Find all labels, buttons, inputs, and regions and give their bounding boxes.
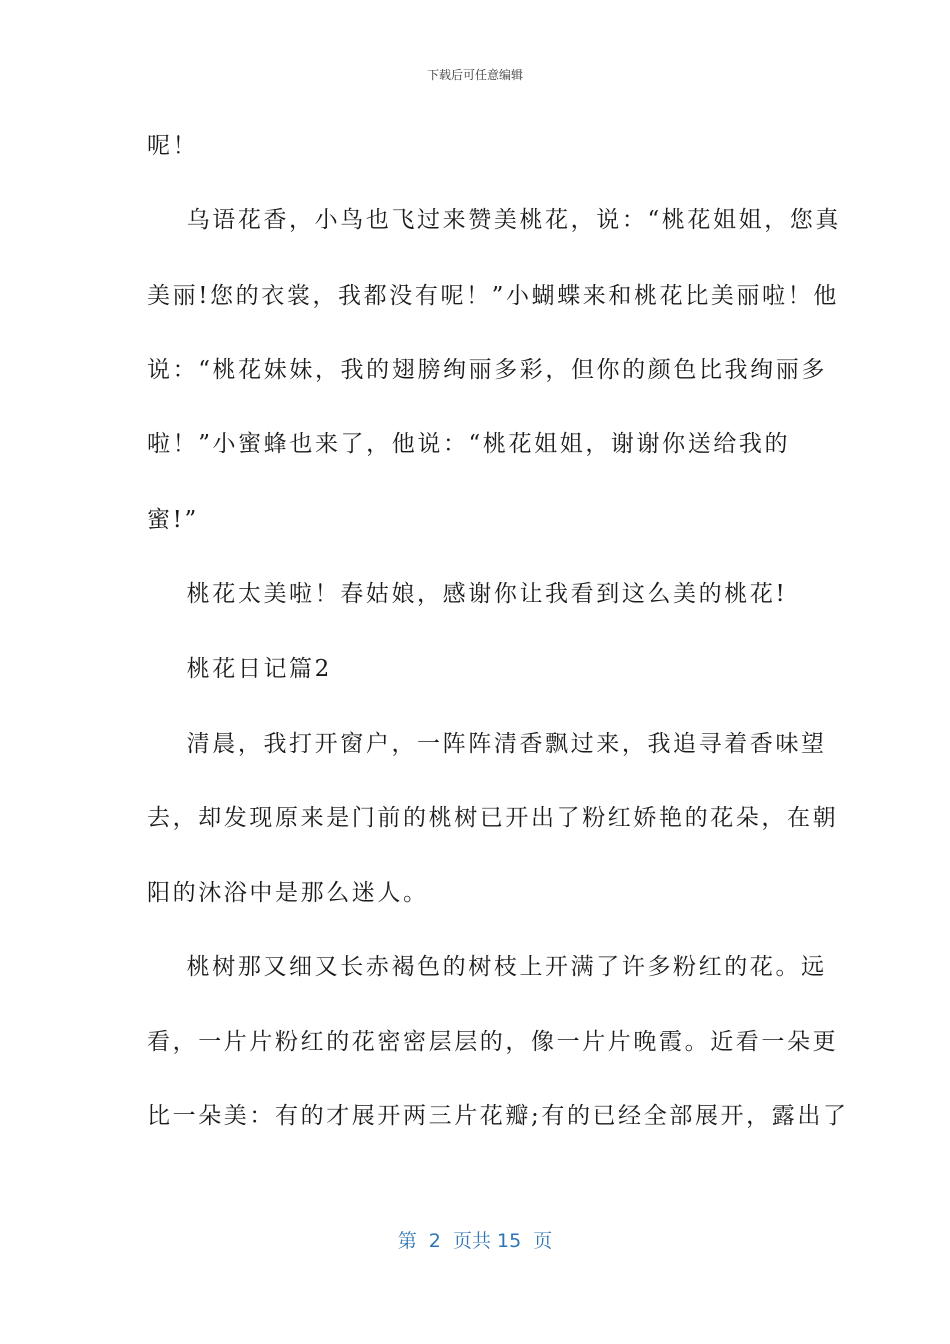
text-line: 呢！ (147, 133, 199, 159)
page-header: 下载后可任意编辑 (426, 68, 523, 82)
text-line: 桃树那又细又长赤褐色的树枝上开满了许多粉红的花。远 (147, 954, 827, 980)
text-line: 乌语花香，小鸟也飞过来赞美桃花，说：“桃花姐姐，您真 (147, 207, 842, 233)
text-line: 说：“桃花妹妹，我的翅膀绚丽多彩，但你的颜色比我绚丽多 (147, 357, 827, 383)
text-line: 美丽!您的衣裳，我都没有呢！”小蝴蝶来和桃花比美丽啦！他 (147, 283, 839, 309)
text-line: 阳的沐浴中是那么迷人。 (147, 880, 429, 906)
text-line: 桃花太美啦！春姑娘，感谢你让我看到这么美的桃花! (147, 581, 788, 607)
text-line: 桃花日记篇2 (147, 656, 332, 682)
text-line: 比一朵美：有的才展开两三片花瓣;有的已经全部展开，露出了 (147, 1103, 849, 1129)
text-line: 去，却发现原来是门前的桃树已开出了粉红娇艳的花朵，在朝 (147, 805, 839, 831)
text-line: 看，一片片粉红的花密密层层的，像一片片晚霞。近看一朵更 (147, 1029, 839, 1055)
page-number-footer: 第 2 页共 15 页 (397, 1230, 553, 1252)
text-line: 啦！”小蜜蜂也来了，他说：“桃花姐姐，谢谢你送给我的 (147, 431, 791, 457)
text-line: 清晨，我打开窗户，一阵阵清香飘过来，我追寻着香味望 (147, 731, 827, 757)
text-line: 蜜!” (147, 507, 199, 533)
